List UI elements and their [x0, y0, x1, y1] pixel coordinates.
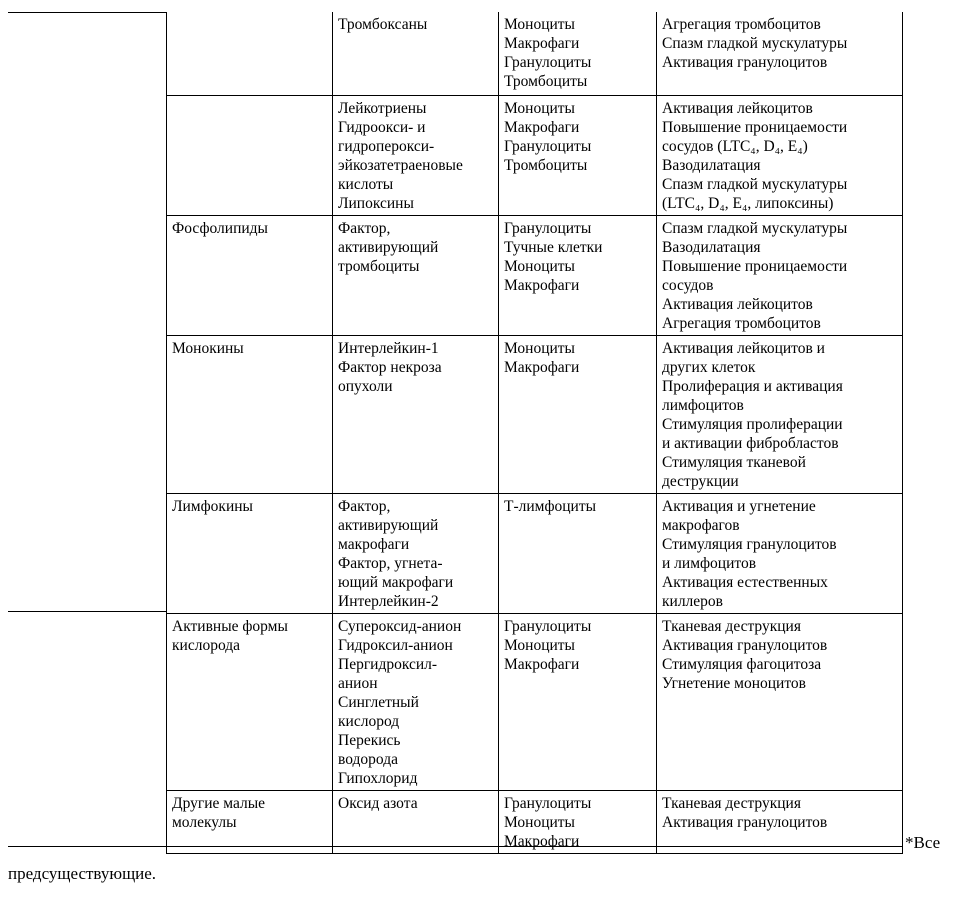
cells-cell: Гранулоциты Моноциты Макрофаги: [499, 613, 657, 790]
cells-cell: Моноциты Макрофаги Гранулоциты Тромбоциты: [499, 12, 657, 95]
footnote-marker: *Все: [905, 833, 941, 852]
cells-cell: Моноциты Макрофаги: [499, 335, 657, 493]
left-rule-top: [8, 12, 166, 13]
table-row: [167, 12, 903, 95]
mediator-cell: Фактор, активирующий тромбоциты: [333, 215, 499, 335]
cells-cell: Моноциты Макрофаги Гранулоциты Тромбоциты: [499, 95, 657, 215]
left-rule-section: [8, 611, 166, 612]
effects-cell: Активация лейкоцитов Повышение проницаемости сосудов (LTC₄, D₄, E₄) Вазодилатация Спазм гладкой мускулатуры (LTC₄, D₄, E₄, липоксины): [657, 95, 903, 215]
mediator-cell: Фактор, активирующий макрофаги Фактор, угнета- ющий макрофаги Интерлейкин-2: [333, 493, 499, 613]
effects-cell: Агрегация тромбоцитов Спазм гладкой мускулатуры Активация гранулоцитов: [657, 12, 903, 95]
footnote-text: предсуществующие.: [8, 864, 157, 883]
cells-cell: Гранулоциты Тучные клетки Моноциты Макрофаги: [499, 215, 657, 335]
mediator-cell: Тромбоксаны: [333, 12, 499, 95]
footnote-rule: [8, 846, 902, 847]
group-cell: [167, 12, 333, 95]
mediator-cell: Оксид азота: [333, 790, 499, 853]
effects-cell: Активация и угнетение макрофагов Стимуляция гранулоцитов и лимфоцитов Активация естественных киллеров: [657, 493, 903, 613]
effects-cell: Активация лейкоцитов и других клеток Пролиферация и активация лимфоцитов Стимуляция пролиферации и активации фибробластов Стимуляция тканевой деструкции: [657, 335, 903, 493]
effects-cell: Тканевая деструкция Активация гранулоцитов: [657, 790, 903, 853]
effects-cell: Спазм гладкой мускулатуры Вазодилатация Повышение проницаемости сосудов Активация лейкоцитов Агрегация тромбоцитов: [657, 215, 903, 335]
table-row: [167, 95, 903, 215]
group-cell: Другие малые молекулы: [167, 790, 333, 853]
mediator-cell: Супероксид-анион Гидроксил-анион Пергидроксил- анион Синглетный кислород Перекись водорода Гипохлорид: [333, 613, 499, 790]
effects-cell: Тканевая деструкция Активация гранулоцитов Стимуляция фагоцитоза Угнетение моноцитов: [657, 613, 903, 790]
group-cell: Активные формы кислорода: [167, 613, 333, 790]
mediator-cell: Интерлейкин-1 Фактор некроза опухоли: [333, 335, 499, 493]
table-row: [167, 613, 903, 790]
group-cell: Лимфокины: [167, 493, 333, 613]
group-cell: Монокины: [167, 335, 333, 493]
mediator-cell: Лейкотриены Гидроокси- и гидроперокси- эйкозатетраеновые кислоты Липоксины: [333, 95, 499, 215]
group-cell: [167, 95, 333, 215]
table-row: [167, 790, 903, 853]
cells-cell: Гранулоциты Моноциты Макрофаги: [499, 790, 657, 853]
table-row: [167, 335, 903, 493]
group-cell: Фосфолипиды: [167, 215, 333, 335]
table-row: [167, 215, 903, 335]
cells-cell: Т-лимфоциты: [499, 493, 657, 613]
mediators-table: [166, 12, 903, 854]
table-row: [167, 493, 903, 613]
